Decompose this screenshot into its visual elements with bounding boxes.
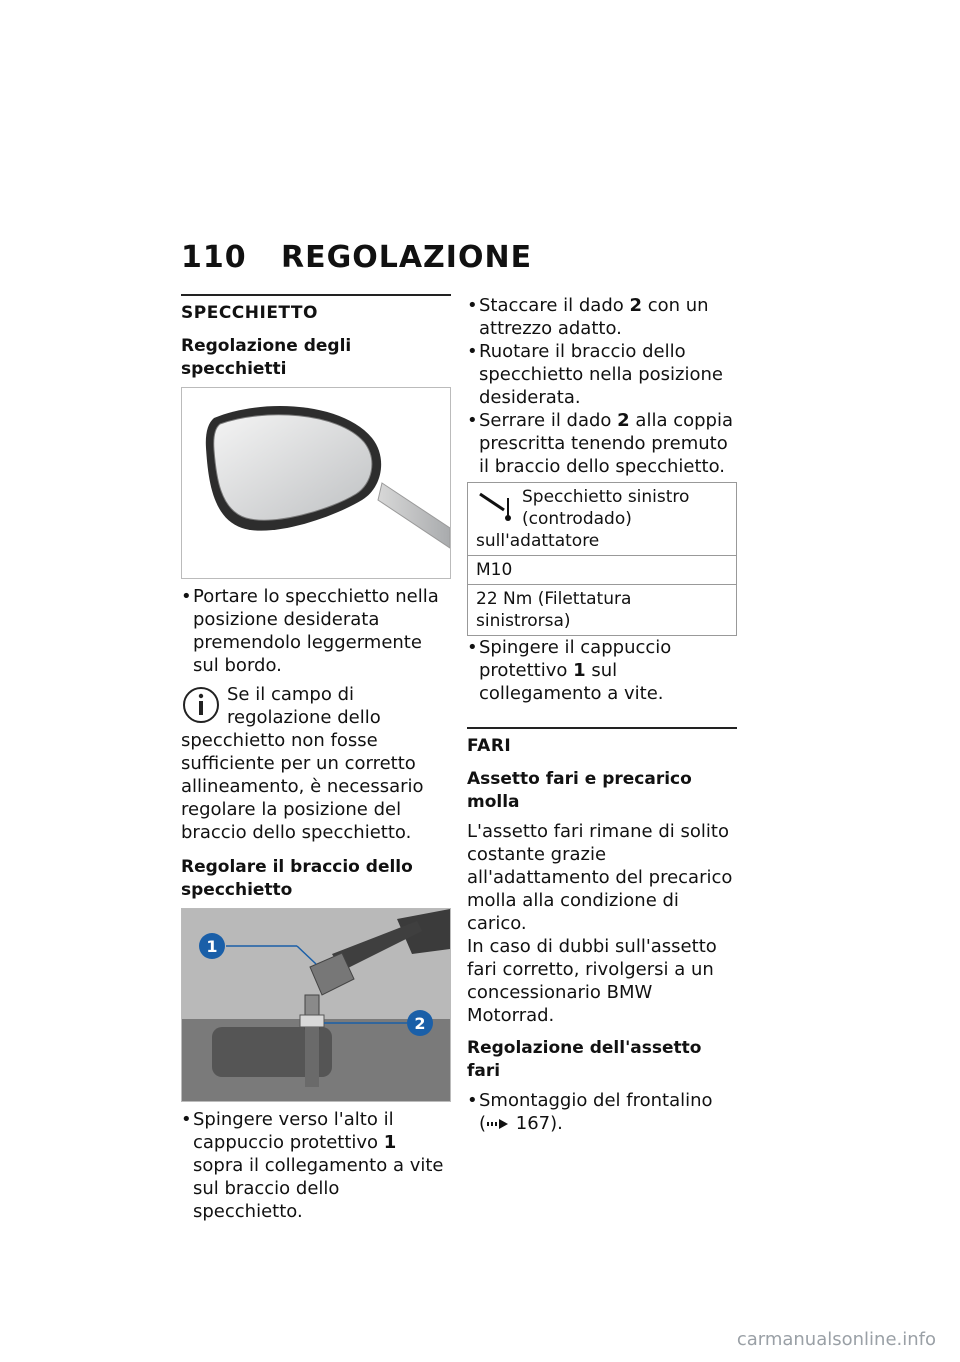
subtitle-assetto-fari: Assetto fari e precarico molla bbox=[467, 769, 692, 812]
list-item: • Spingere il cappuccio protettivo 1 sul collegamento a vite. bbox=[467, 637, 672, 704]
spec-size: M10 bbox=[468, 556, 737, 585]
list-item: • Ruotare il braccio dello specchietto nella posizione desiderata. bbox=[467, 341, 724, 408]
list-item: • Portare lo specchietto nella posizione desiderata premendolo leggermente sul bordo. bbox=[181, 586, 439, 676]
mirror-figure bbox=[181, 387, 451, 579]
bullet-list-5 bbox=[467, 1089, 737, 1135]
section-title-fari: FARI bbox=[467, 736, 512, 756]
note-text: Se il campo di regolazione dello specchietto non fosse sufficiente per un corretto allineamento, è necessario regolare la posizione del braccio dello specchietto. bbox=[181, 684, 424, 843]
watermark: carmanualsonline.info bbox=[736, 1329, 936, 1350]
section-rule bbox=[181, 294, 451, 296]
page-number: 110 bbox=[181, 240, 247, 275]
subtitle-regolazione-fari: Regolazione dell'assetto fari bbox=[467, 1038, 702, 1081]
chapter-title: REGOLAZIONE bbox=[281, 240, 533, 275]
mirror-illustration bbox=[182, 388, 450, 578]
paragraph-2: In caso di dubbi sull'assetto fari corretto, rivolgersi a un concessionario BMW Motorrad. bbox=[467, 936, 717, 1026]
bullet-list-2 bbox=[181, 1108, 451, 1223]
bullet-list-1 bbox=[181, 585, 451, 677]
info-icon bbox=[181, 685, 221, 725]
subtitle-regolazione-specchietti: Regolazione degli specchietti bbox=[181, 336, 352, 379]
section-title-specchietto: SPECCHIETTO bbox=[181, 303, 318, 323]
left-column bbox=[181, 294, 451, 1223]
right-column bbox=[467, 294, 737, 1135]
bullet-list-4 bbox=[467, 636, 737, 705]
info-note bbox=[181, 683, 451, 844]
mirror-arm-figure bbox=[181, 908, 451, 1102]
page-reference-arrow-icon bbox=[486, 1117, 510, 1131]
spec-title-cell bbox=[468, 483, 737, 556]
callout-2-label: 2 bbox=[414, 1014, 426, 1033]
mirror-arm-illustration bbox=[182, 909, 450, 1101]
list-item: • Spingere verso l'alto il cappuccio protettivo 1 sopra il collegamento a vite sul braccio dello specchietto. bbox=[181, 1109, 444, 1222]
spec-title: Specchietto sinistro (controdado) sull'adattatore bbox=[476, 487, 690, 551]
list-item: • Smontaggio del frontalino ( 167). bbox=[467, 1090, 713, 1134]
bullet-list-3 bbox=[467, 294, 737, 478]
page-header bbox=[181, 240, 532, 275]
subtitle-braccio: Regolare il braccio dello specchietto bbox=[181, 857, 413, 900]
paragraph-1: L'assetto fari rimane di solito costante grazie all'adattamento del precarico molla alla condizione di carico. bbox=[467, 821, 733, 934]
torque-spec-table bbox=[467, 482, 737, 636]
section-rule bbox=[467, 727, 737, 729]
page-reference[interactable]: 167). bbox=[515, 1113, 563, 1134]
list-item: • Staccare il dado 2 con un attrezzo adatto. bbox=[467, 295, 709, 339]
callout-1-label: 1 bbox=[206, 937, 218, 956]
spec-torque: 22 Nm (Filettatura sinistrorsa) bbox=[468, 585, 737, 636]
torque-wrench-icon bbox=[476, 488, 516, 522]
list-item: • Serrare il dado 2 alla coppia prescritta tenendo premuto il braccio dello specchietto. bbox=[467, 410, 733, 477]
